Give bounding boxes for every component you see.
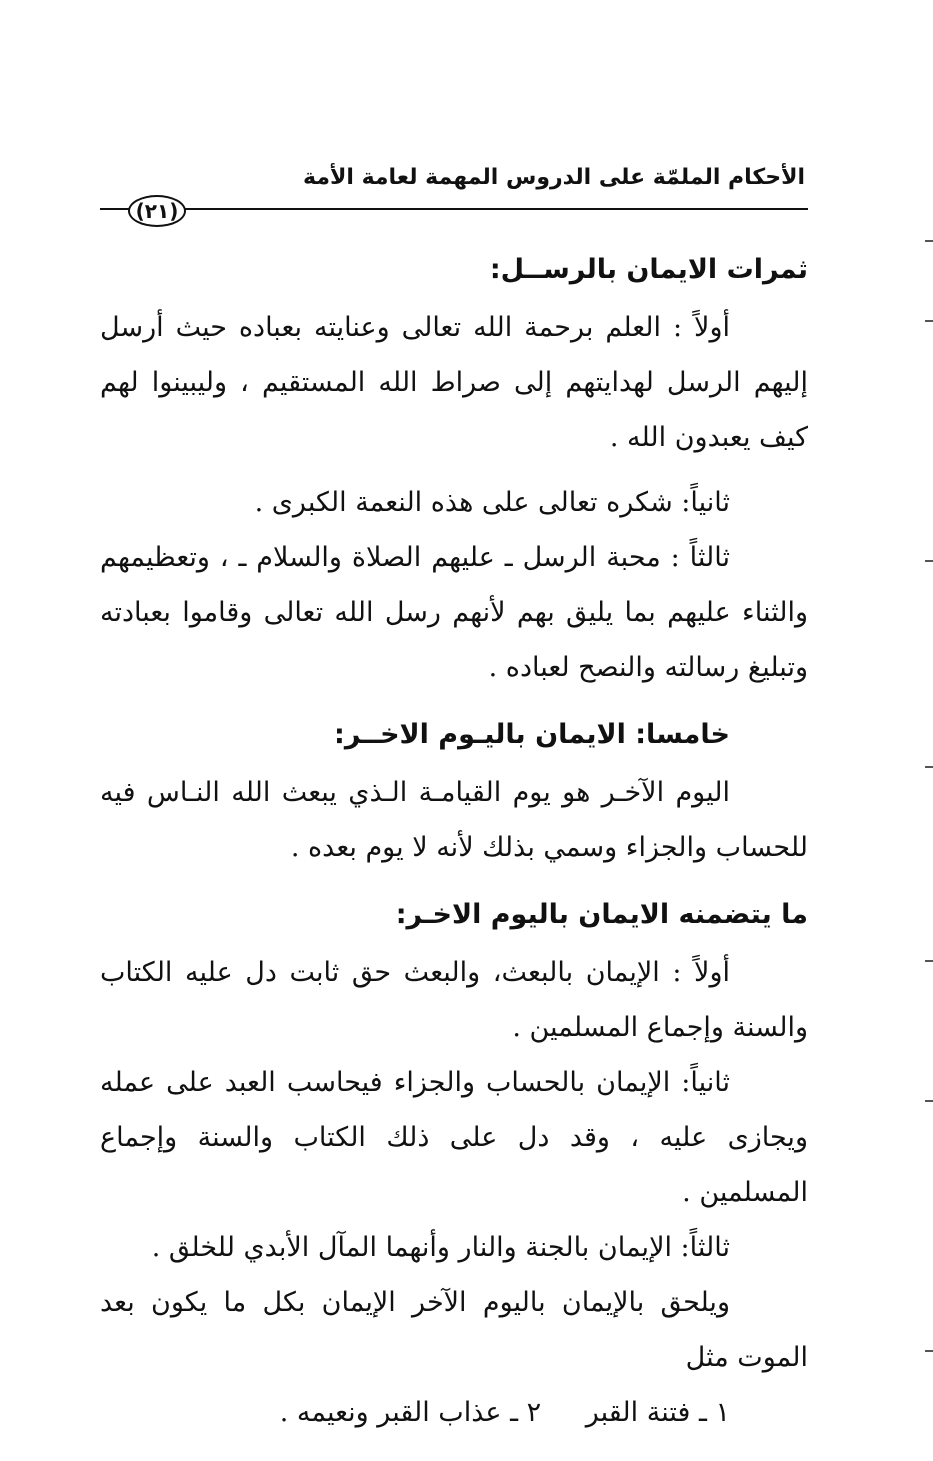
header-divider — [100, 208, 808, 210]
paragraph-after-death: ويلحق بالإيمان باليوم الآخر الإيمان بكل ما يكون بعد الموت مثل — [100, 1287, 808, 1373]
paragraph-second-fruit: ثانياً: شكره تعالى على هذه النعمة الكبرى . — [254, 487, 730, 518]
spacer — [100, 695, 808, 705]
page-number: (٢١) — [128, 195, 186, 227]
section-heading-what-faith-in-last-day-includes: ما يتضمنه الايمان باليوم الاخـر: — [395, 899, 808, 930]
list-item: ١ ـ فتنة القبر — [585, 1397, 730, 1428]
spacer — [100, 465, 808, 475]
spacer — [100, 875, 808, 885]
running-header-title: الأحكام الملمّة على الدروس المهمة لعامة الأمة — [303, 165, 805, 190]
list-item: ٢ ـ عذاب القبر ونعيمه . — [279, 1397, 542, 1428]
scan-edge-mark — [925, 1350, 933, 1352]
scan-edge-mark — [925, 766, 933, 768]
numbered-items-row — [100, 1385, 808, 1440]
section-heading-faith-in-last-day: خامسا: الايمان باليـوم الاخــر: — [334, 719, 730, 750]
scan-edge-mark — [925, 1100, 933, 1102]
page-body — [100, 240, 808, 1440]
scan-edge-mark — [925, 240, 933, 242]
paragraph-first-resurrection: أولاً : الإيمان بالبعث، والبعث حق ثابت دل عليه الكتاب والسنة وإجماع المسلمين . — [100, 957, 808, 1043]
paragraph-third-paradise-hell: ثالثاً: الإيمان بالجنة والنار وأنهما المآل الأبدي للخلق . — [151, 1232, 730, 1263]
paragraph-second-reckoning: ثانياً: الإيمان بالحساب والجزاء فيحاسب العبد على عمله ويجازى عليه ، وقد دل على ذلك الكتاب والسنة وإجماع المسلمين . — [100, 1067, 808, 1208]
scan-edge-mark — [925, 960, 933, 962]
scan-edge-mark — [925, 560, 933, 562]
section-heading-fruits-of-faith-in-messengers: ثمرات الايمان بالرســل: — [489, 254, 808, 285]
scan-edge-mark — [925, 320, 933, 322]
paragraph-third-fruit: ثالثاً : محبة الرسل ـ عليهم الصلاة والسلام ـ ، وتعظيمهم والثناء عليهم بما يليق بهم لأنهم رسل الله تعالى وقاموا بعبادته وتبليغ رسالته والنصح لعباده . — [100, 542, 808, 683]
paragraph-last-day-definition: اليوم الآخـر هو يوم القيامـة الـذي يبعث الله النـاس فيه للحساب والجزاء وسمي بذلك لأنه لا يوم بعده . — [100, 777, 808, 863]
paragraph-first-fruit: أولاً : العلم برحمة الله تعالى وعنايته بعباده حيث أرسل إليهم الرسل لهدايتهم إلى صراط الله المستقيم ، وليبينوا لهم كيف يعبدون الله . — [100, 312, 808, 453]
